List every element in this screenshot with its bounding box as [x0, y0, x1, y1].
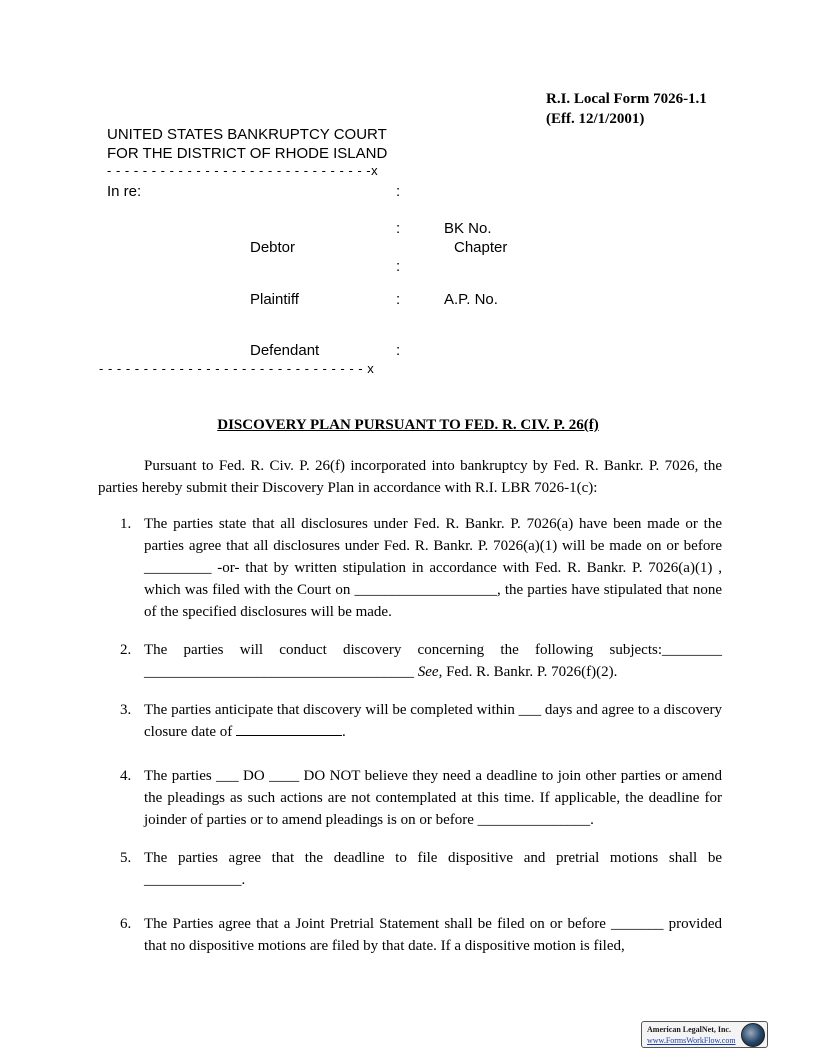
plan-items — [98, 513, 722, 957]
list-item — [98, 513, 722, 623]
american-legalnet-logo[interactable] — [641, 1021, 768, 1048]
caption-in-re: In re: — [107, 183, 142, 200]
caption-colon: : — [396, 258, 401, 275]
caption-plaintiff: Plaintiff — [250, 291, 299, 308]
intro-paragraph — [98, 455, 722, 499]
item-text-citation: Fed. R. Bankr. P. 7026(f)(2). — [446, 664, 618, 680]
item-text: The parties state that all disclosures under Fed. R. Bankr. P. 7026(a) have been made or the parties agree that all disclosures under Fed. R. Bankr. P. 7026(a)(1) will be made on or before _________ -or- that by written stipulation in accordance with Fed. R. Bankr. P. 7026(a)(1) , which was filed with the Court on ___________________, the parties have stipulated that none of the specified disclosures will be made. — [144, 516, 722, 620]
court-name-line2: FOR THE DISTRICT OF RHODE ISLAND — [107, 145, 388, 162]
caption-defendant: Defendant — [250, 342, 320, 359]
logo-website-link[interactable]: www.FormsWorkFlow.com — [647, 1036, 736, 1045]
list-item — [98, 847, 722, 891]
caption-top-rule: - - - - - - - - - - - - - - - - - - - - - - - - - - - - - -x — [107, 163, 379, 178]
court-name — [107, 125, 387, 163]
closure-date-blank — [236, 721, 342, 736]
item-number: 2. — [120, 642, 132, 658]
item-number: 4. — [120, 768, 132, 784]
item-number: 1. — [120, 516, 132, 532]
intro-text: Pursuant to Fed. R. Civ. P. 26(f) incorporated into bankruptcy by Fed. R. Bankr. P. 7026, the parties hereby submit their Discovery Plan in accordance with R.I. LBR 7026-1(c): — [98, 458, 722, 496]
caption-colon: : — [396, 220, 401, 237]
caption-colon: : — [396, 342, 401, 359]
list-item — [98, 913, 722, 957]
item-text-end: . — [342, 724, 346, 740]
item-number: 5. — [120, 850, 132, 866]
item-number: 6. — [120, 916, 132, 932]
caption-colon: : — [396, 183, 401, 200]
court-name-line1: UNITED STATES BANKRUPTCY COURT — [107, 126, 387, 143]
caption-bk-no: BK No. — [444, 220, 492, 237]
caption-chapter: Chapter — [454, 239, 508, 256]
caption-ap-no: A.P. No. — [444, 291, 498, 308]
item-see-signal: See, — [417, 664, 443, 680]
logo-company-name: American LegalNet, Inc. — [647, 1025, 731, 1034]
item-text: The parties will conduct discovery concerning the following subjects:________ ____________________________________ — [144, 642, 722, 680]
item-number: 3. — [120, 702, 132, 718]
form-number: R.I. Local Form 7026-1.1 — [546, 91, 707, 107]
item-text: The parties anticipate that discovery will be completed within ___ days and agree to a discovery closure date of — [144, 702, 722, 740]
globe-icon — [741, 1023, 765, 1047]
list-item — [98, 699, 722, 743]
caption-debtor: Debtor — [250, 239, 296, 256]
form-identifier — [546, 89, 707, 129]
form-effective-date: (Eff. 12/1/2001) — [546, 111, 645, 127]
item-text: The parties agree that the deadline to file dispositive and pretrial motions shall be _____________. — [144, 850, 722, 888]
document-title: DISCOVERY PLAN PURSUANT TO FED. R. CIV. P. 26(f) — [217, 417, 599, 433]
list-item — [98, 765, 722, 831]
item-text: The parties ___ DO ____ DO NOT believe they need a deadline to join other parties or amend the pleadings as such actions are not contemplated at this time. If applicable, the deadline for joinder of parties or to amend pleadings is on or before _______________. — [144, 768, 722, 828]
list-item — [98, 639, 722, 683]
caption-bottom-rule: - - - - - - - - - - - - - - - - - - - - - - - - - - - - - - x — [99, 361, 375, 376]
item-text: The Parties agree that a Joint Pretrial Statement shall be filed on or before _______ provided that no dispositive motions are filed by that date. If a dispositive motion is filed, — [144, 916, 722, 954]
caption-colon: : — [396, 291, 401, 308]
